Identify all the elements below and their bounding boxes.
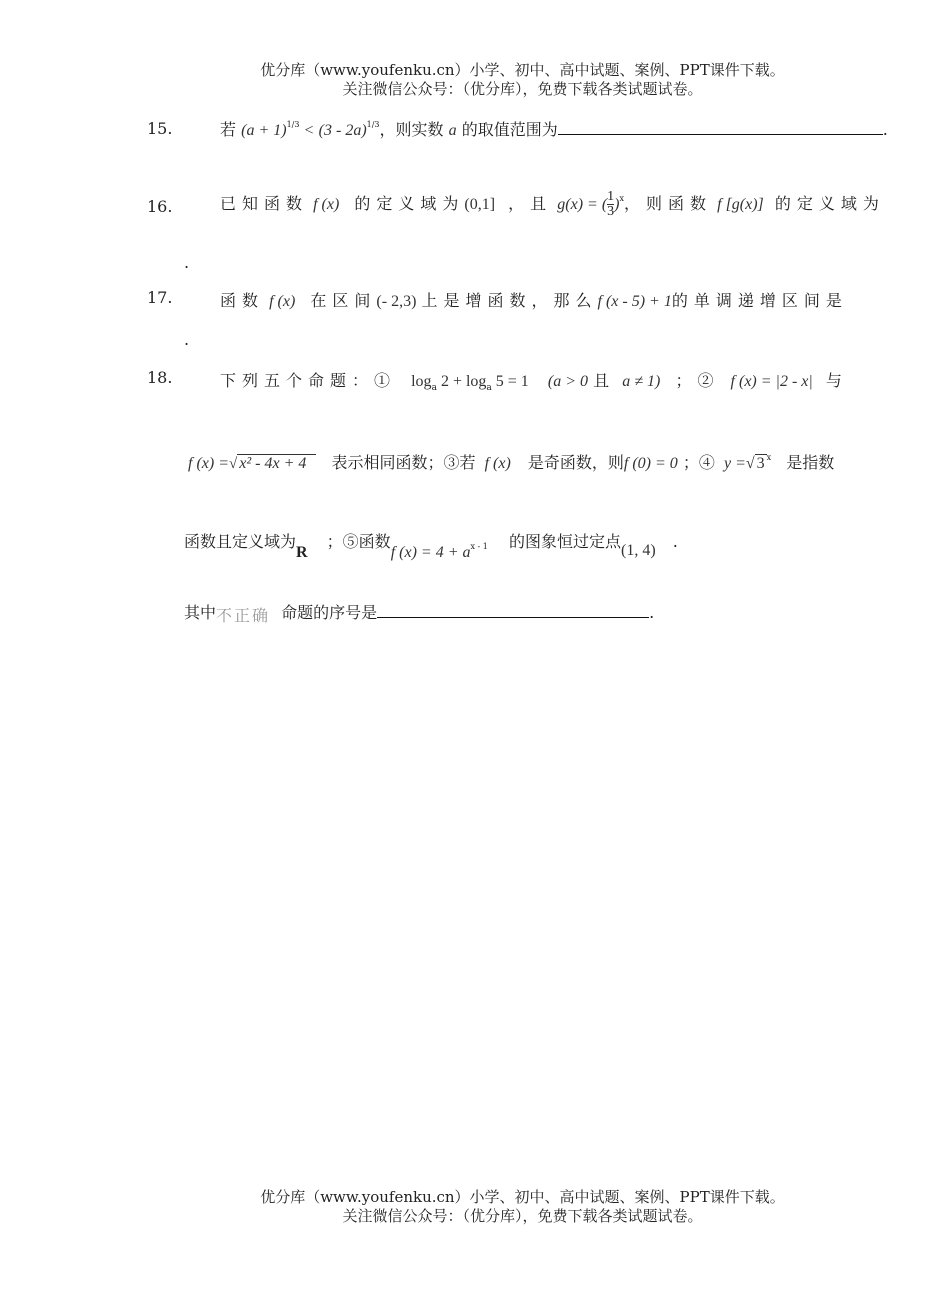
- q18-dot: .: [672, 532, 678, 551]
- q15-end: .: [882, 120, 888, 139]
- question-15: [220, 117, 888, 140]
- footer-line-2: 关注微信公众号：（优分库），免费下载各类试题试卷。: [342, 1207, 703, 1225]
- q18-t3: 表示相同函数；③若: [331, 453, 476, 472]
- q18-cond2: a ≠ 1): [622, 373, 661, 390]
- header-line-2: 关注微信公众号：（优分库），免费下载各类试题试卷。: [342, 80, 703, 98]
- page-footer: [0, 1188, 950, 1226]
- q16-frac-den: 3: [607, 204, 615, 219]
- question-17: [220, 288, 848, 311]
- question-18-line-2: f (x) =√ x² - 4x + 4 表示相同函数；③若 f (x) 是奇函数，则f (0) = 0 ；④ y =√ 3 $^x$ 是指数: [188, 453, 835, 472]
- q15-mid: ，则实数: [379, 120, 444, 139]
- footer-line-1: 优分库（www.youfenku.cn）小学、初中、高中试题、案例、PPT课件下载。: [260, 1188, 785, 1206]
- q18-log2-rest: 5 = 1: [491, 373, 529, 390]
- q18-f2: f (x) = |2 - x|: [730, 373, 813, 390]
- q16-f: f (x): [313, 196, 340, 213]
- q16-frac-num: 1: [607, 189, 615, 204]
- q18-log1-rest: 2 + log: [436, 373, 487, 390]
- q18-end: .: [649, 603, 655, 622]
- q17-interval: (- 2,3): [376, 293, 417, 310]
- q18-t10: 其中: [184, 603, 217, 622]
- question-18-line-1: [220, 368, 842, 391]
- q16-t1: 的定义域为: [354, 194, 465, 213]
- q18-t6: 是指数: [786, 453, 835, 472]
- q16-fg: f [g(x)]: [717, 196, 764, 213]
- q16-end-dot: .: [184, 253, 190, 272]
- q16-dom: (0,1]: [464, 196, 496, 213]
- q17-t1: 函数: [220, 291, 265, 310]
- q17-f2: f (x - 5) + 1: [597, 293, 672, 310]
- q15-exp2: 1/3: [366, 120, 380, 129]
- q16-number: 16.: [147, 197, 173, 216]
- q18-log1-base: a: [431, 383, 437, 393]
- question-18-line-3: [184, 529, 678, 561]
- q15-lt: <: [304, 122, 314, 139]
- q16-t3: ，则函数: [624, 194, 713, 213]
- q17-number: 17.: [147, 288, 173, 307]
- q18-f5: f (0) = 0: [623, 455, 678, 472]
- q16-t2: ，且: [508, 194, 553, 213]
- q17-t4: 的单调递增区间是: [671, 291, 848, 310]
- q15-exp1: 1/3: [286, 120, 300, 129]
- q15-post: 的取值范围为: [461, 120, 558, 139]
- q17-end-dot: .: [184, 330, 190, 349]
- q18-f4: f (x): [484, 455, 511, 472]
- q18-qie: 且: [593, 371, 610, 390]
- q18-number: 18.: [147, 368, 173, 387]
- q18-t2: ；②: [675, 371, 720, 390]
- q16-pre: 已知函数: [220, 194, 309, 213]
- q18-faint: 不正确: [216, 606, 271, 625]
- q18-answer-blank[interactable]: [377, 617, 649, 618]
- q16-g: g(x) = (: [557, 196, 608, 213]
- q18-yu: 与: [825, 371, 842, 390]
- q15-answer-blank[interactable]: [558, 134, 883, 135]
- q15-number: 15.: [147, 119, 173, 138]
- q18-t1: 下列五个命题：①: [220, 371, 397, 390]
- page-header: [0, 61, 950, 99]
- q18-cond: (a > 0: [547, 373, 589, 390]
- q18-t9: 的图象恒过定点: [508, 532, 621, 551]
- q15-pre: 若: [220, 120, 237, 139]
- q18-t8: ；⑤函数: [326, 532, 391, 551]
- q15-lhs: (a + 1): [241, 122, 287, 139]
- q18-f6: f (x) = 4 + a: [390, 544, 471, 561]
- q15-var: a: [448, 122, 457, 139]
- q17-t2: 在区间: [310, 291, 377, 310]
- q18-y: y =: [723, 455, 746, 472]
- q18-R: R: [296, 544, 308, 561]
- q18-sqexp: x: [766, 453, 772, 462]
- q18-sq: 3: [756, 455, 765, 472]
- q17-t3: 上是增函数，那么: [421, 291, 598, 310]
- q18-log1: log: [411, 373, 432, 390]
- q17-f: f (x): [269, 293, 296, 310]
- q16-gx: ): [614, 196, 620, 213]
- q18-f3a: f (x) =: [188, 455, 229, 472]
- question-18-line-4: [184, 600, 654, 623]
- q18-t11: 命题的序号是: [281, 603, 378, 622]
- q18-log2-base: a: [486, 383, 492, 393]
- q16-gexp: x: [619, 194, 625, 203]
- q15-rhs: (3 - 2a): [318, 122, 367, 139]
- question-16: [220, 190, 885, 219]
- header-line-1: 优分库（www.youfenku.cn）小学、初中、高中试题、案例、PPT课件下载。: [260, 61, 785, 79]
- q18-f3b: x² - 4x + 4: [237, 454, 316, 472]
- q18-t7: 函数且定义域为: [184, 532, 297, 551]
- q18-t5: ；④: [682, 453, 715, 472]
- q16-t4: 的定义域为: [774, 194, 885, 213]
- q18-t4: 是奇函数，则: [527, 453, 624, 472]
- q18-f6exp: x - 1: [470, 542, 488, 551]
- q18-pt: (1, 4): [620, 542, 656, 559]
